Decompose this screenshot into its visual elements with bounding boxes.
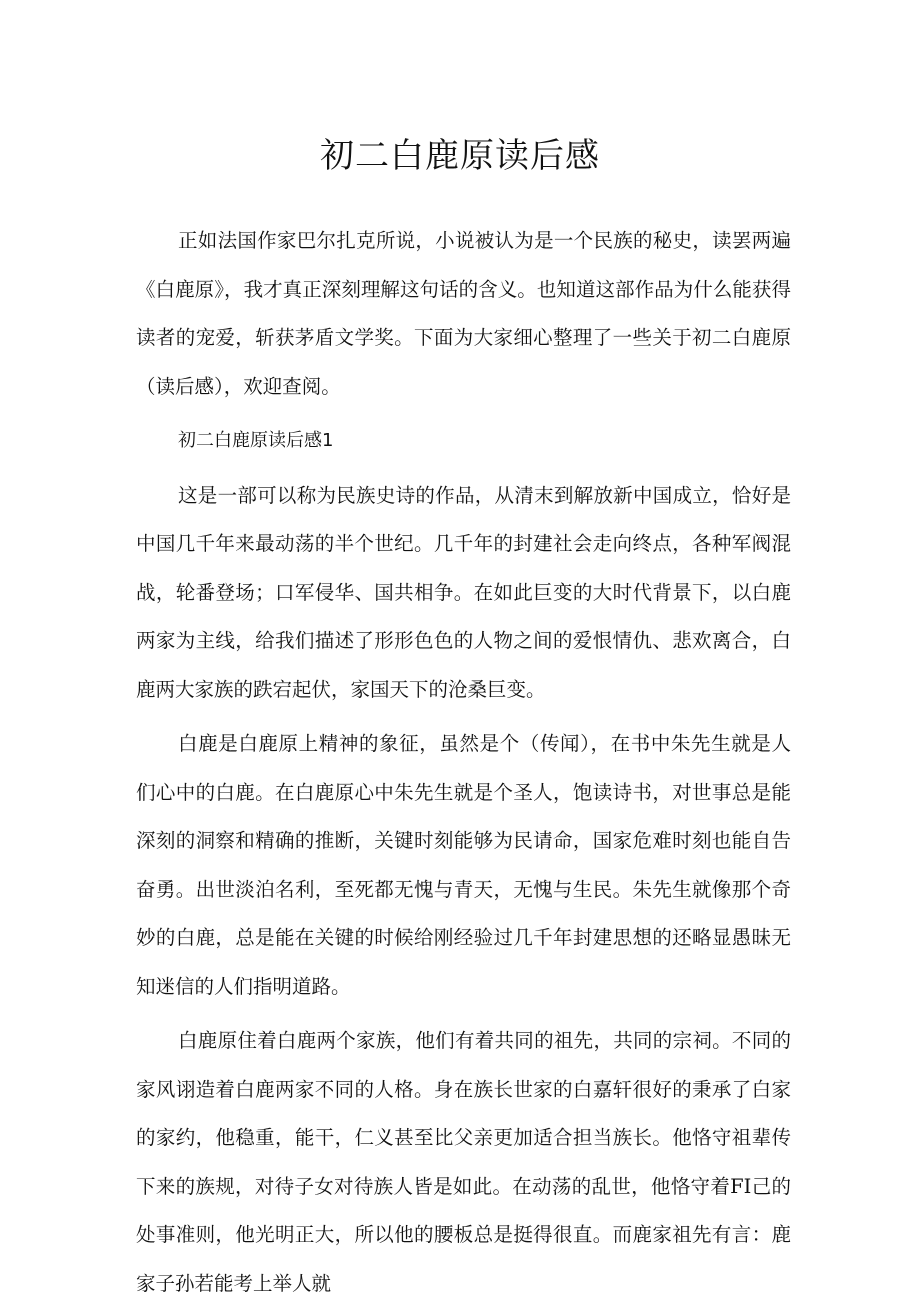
document-body xyxy=(136,217,791,1314)
body-paragraph: 这是一部可以称为民族史诗的作品，从清末到解放新中国成立，恰好是中国几千年来最动荡的半个世纪。几千年的封建社会走向终点，各种军阀混战，轮番登场；口军侵华、国共相争。在如此巨变的大时代背景下，以白鹿两家为主线，给我们描述了形形色色的人物之间的爱恨情仇、悲欢离合，白鹿两大家族的跌宕起伏，家国天下的沧桑巨变。 xyxy=(136,483,791,701)
body-paragraph: 白鹿是白鹿原上精神的象征，虽然是个（传闻），在书中朱先生就是人们心中的白鹿。在白鹿原心中朱先生就是个圣人，饱读诗书，对世事总是能深刻的洞察和精确的推断，关键时刻能够为民请命，国家危难时刻也能自告奋勇。出世淡泊名利，至死都无愧与青天，无愧与生民。朱先生就像那个奇妙的白鹿，总是能在关键的时候给刚经验过几千年封建思想的还略显愚昧无知迷信的人们指明道路。 xyxy=(136,732,791,998)
document-title: 初二白鹿原读后感 xyxy=(320,136,600,176)
body-paragraph: 白鹿原住着白鹿两个家族，他们有着共同的祖先，共同的宗祠。不同的家风诩造着白鹿两家不同的人格。身在族长世家的白嘉轩很好的秉承了白家的家约，他稳重，能干，仁义甚至比父亲更加适合担当族长。他恪守祖辈传下来的族规，对待子女对待族人皆是如此。在动荡的乱世，他恪守着FI己的处事准则，他光明正大，所以他的腰板总是挺得很直。而鹿家祖先有言：鹿家子孙若能考上举人就 xyxy=(136,1029,791,1295)
section-heading: 初二白鹿原读后感1 xyxy=(178,430,334,451)
intro-paragraph: 正如法国作家巴尔扎克所说，小说被认为是一个民族的秘史，读罢两遍《白鹿原》，我才真正深刻理解这句话的含义。也知道这部作品为什么能获得读者的宠爱，斩获茅盾文学奖。下面为大家细心整理了一些关于初二白鹿原（读后感），欢迎查阅。 xyxy=(136,229,791,398)
